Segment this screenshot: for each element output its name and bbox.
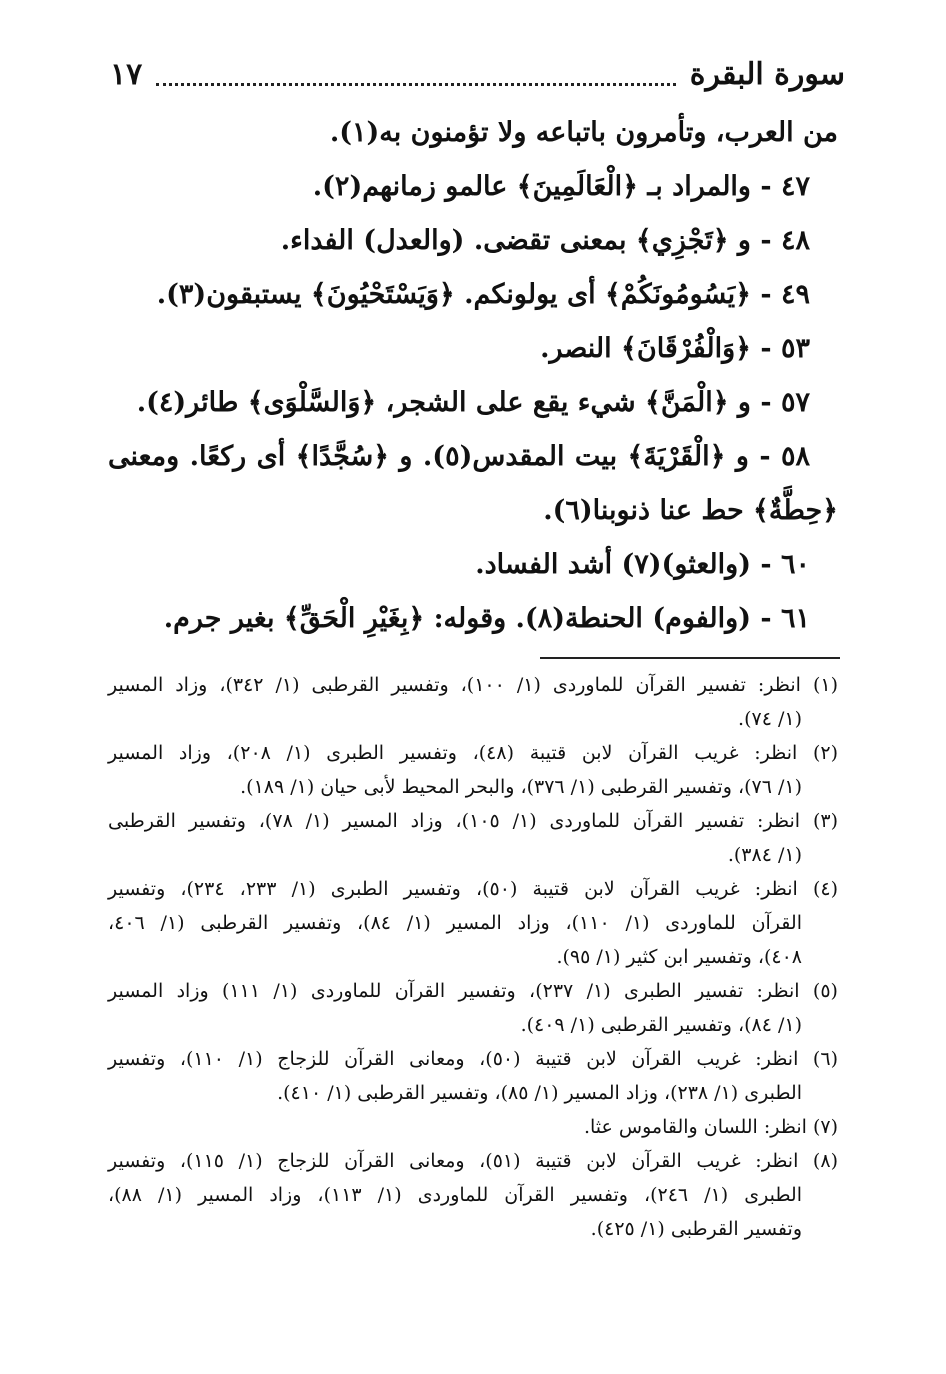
footnote-5-continuation: (١/ ٨٤)، وتفسير القرطبى (١/ ٤٠٩).: [520, 1014, 802, 1036]
footnote-3-continuation: (١/ ٣٨٤).: [727, 844, 802, 866]
page-header: [110, 52, 845, 96]
entry-49: ٤٩ - ﴿يَسُومُونَكُمْ﴾ أى يولونكم. ﴿وَيَسْتَحْيُونَ﴾ يستبقون(٣).: [156, 279, 810, 310]
entry-60: ٦٠ - (والعثو)(٧) أشد الفساد.: [475, 549, 810, 580]
footnote-8: (٨) انظر: غريب القرآن لابن قتيبة (٥١)، ومعانى القرآن للزجاج (١/ ١١٥)، وتفسير: [108, 1150, 838, 1172]
entry-58-continuation: ﴿حِطَّةٌ﴾ حط عنا ذنوبنا(٦).: [543, 495, 838, 526]
surah-title: سورة البقرة: [689, 56, 845, 92]
footnote-3: (٣) انظر: تفسير القرآن للماوردى (١/ ١٠٥)، وزاد المسير (١/ ٧٨)، وتفسير القرطبى: [108, 810, 838, 832]
footnote-4: (٤) انظر: غريب القرآن لابن قتيبة (٥٠)، وتفسير الطبرى (١/ ٢٣٣، ٢٣٤)، وتفسير: [108, 878, 839, 900]
footnote-2: (٢) انظر: غريب القرآن لابن قتيبة (٤٨)، وتفسير الطبرى (١/ ٢٠٨)، وزاد المسير: [108, 742, 839, 764]
text-line: من العرب، وتأمرون باتباعه ولا تؤمنون به(١).: [329, 117, 838, 148]
footnote-1: (١) انظر: تفسير القرآن للماوردى (١/ ١٠٠)، وتفسير القرطبى (١/ ٣٤٢)، وزاد المسير: [108, 674, 839, 696]
footnote-2-continuation: (١/ ٧٦)، وتفسير القرطبى (١/ ٣٧٦)، والبحر المحيط لأبى حيان (١/ ١٨٩).: [240, 776, 802, 798]
footnote-6-continuation: الطبرى (١/ ٢٣٨)، وزاد المسير (١/ ٨٥)، وتفسير القرطبى (١/ ٤١٠).: [277, 1082, 802, 1104]
entry-58: ٥٨ - و ﴿الْقَرْيَةَ﴾ بيت المقدس(٥). و ﴿سُجَّدًا﴾ أى ركعًا. ومعنى: [108, 441, 810, 472]
entry-47: ٤٧ - والمراد بـ ﴿الْعَالَمِينَ﴾ عالمو زمانهم(٢).: [312, 171, 810, 202]
page-number: ١٧: [110, 56, 143, 92]
entry-53: ٥٣ - ﴿وَالْفُرْقَانَ﴾ النصر.: [540, 333, 810, 364]
footnote-6: (٦) انظر: غريب القرآن لابن قتيبة (٥٠)، ومعانى القرآن للزجاج (١/ ١١٠)، وتفسير: [108, 1048, 838, 1070]
footnote-8-continuation: وتفسير القرطبى (١/ ٤٢٥).: [590, 1218, 802, 1240]
footnote-4-continuation: القرآن للماوردى (١/ ١١٠)، وزاد المسير (١/ ٨٤)، وتفسير القرطبى (١/ ٤٠٦،: [108, 912, 802, 934]
footnote-separator: [540, 657, 840, 659]
entry-61: ٦١ - (والفوم) الحنطة(٨). وقوله: ﴿بِغَيْرِ الْحَقِّ﴾ بغير جرم.: [163, 603, 810, 634]
main-text: [108, 106, 838, 646]
header-dot-leader: [156, 75, 676, 86]
footnotes: [108, 668, 838, 1246]
footnote-5: (٥) انظر: تفسير الطبرى (١/ ٢٣٧)، وتفسير القرآن للماوردى (١/ ١١١) وزاد المسير: [108, 980, 838, 1002]
entry-57: ٥٧ - و ﴿الْمَنَّ﴾ شيء يقع على الشجر، ﴿وَالسَّلْوَى﴾ طائر(٤).: [136, 387, 810, 418]
footnote-8-continuation: الطبرى (١/ ٢٤٦)، وتفسير القرآن للماوردى (١/ ١١٣)، وزاد المسير (١/ ٨٨)،: [108, 1184, 802, 1206]
footnote-4-continuation: ٤٠٨)، وتفسير ابن كثير (١/ ٩٥).: [556, 946, 802, 968]
footnote-7: (٧) انظر: اللسان والقاموس عثا.: [583, 1116, 838, 1138]
entry-48: ٤٨ - و ﴿تَجْزِي﴾ بمعنى تقضى. (والعدل) الفداء.: [280, 225, 810, 256]
footnote-1-continuation: (١/ ٧٤).: [738, 708, 802, 730]
